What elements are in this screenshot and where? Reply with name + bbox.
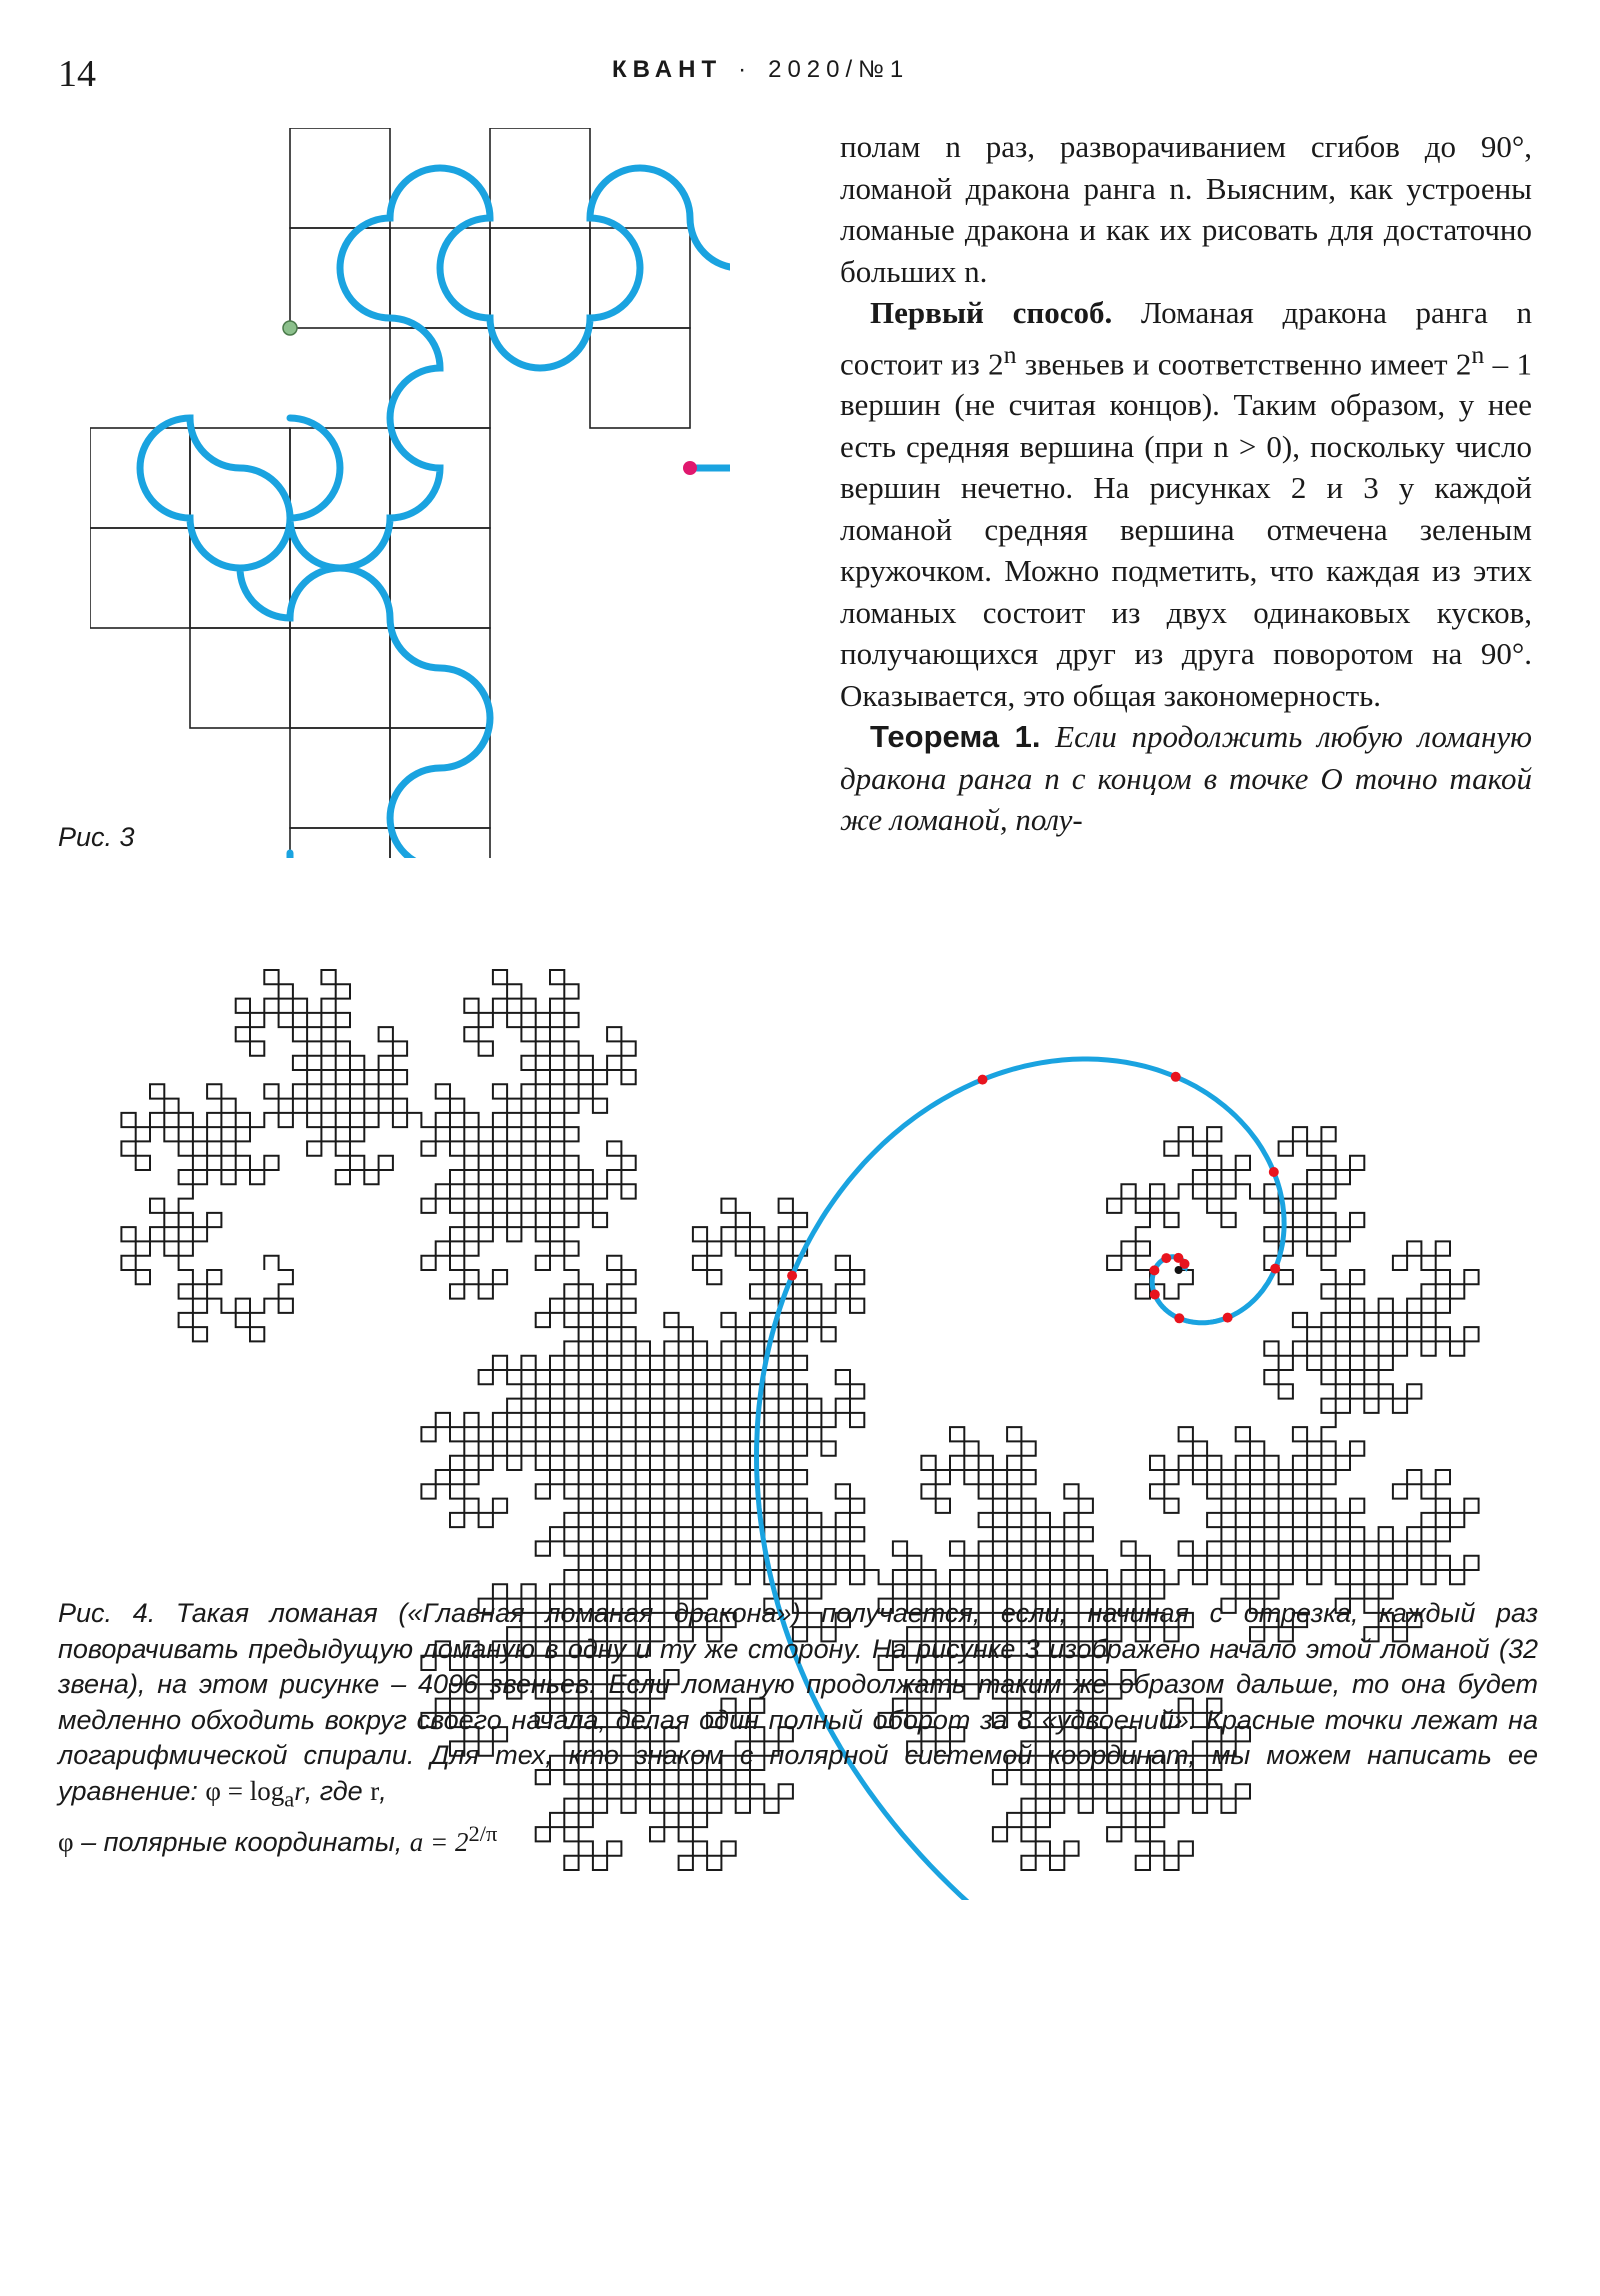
grid-cell — [290, 728, 390, 828]
caption-r: r — [370, 1775, 380, 1806]
figure-3-curve — [140, 168, 730, 858]
spiral-origin-point — [1175, 1266, 1183, 1274]
spiral-red-point — [1270, 1264, 1280, 1274]
grid-cell — [290, 828, 390, 858]
paragraph-2 — [840, 292, 1532, 716]
caption-d: – полярные координаты, — [73, 1827, 410, 1858]
grid-cell — [190, 628, 290, 728]
grid-cell — [490, 128, 590, 228]
eq-r: r — [294, 1775, 305, 1806]
grid-cell — [290, 628, 390, 728]
spiral-red-point — [1150, 1290, 1160, 1300]
caption-b: , где — [304, 1775, 371, 1806]
spiral-red-point — [1174, 1313, 1184, 1323]
p2-sup1: n — [1003, 339, 1017, 369]
eq-a-sup: 2/π — [468, 1821, 498, 1847]
p2-b: звеньев и соответственно имеет 2 — [1016, 345, 1472, 381]
p2-c: – 1 вершин (не считая концов). Таким образом, у нее есть средняя вершина (при n > 0), поскольку число вершин нечетно. На рисунках 2 и 3 у каждой ломаной средняя вершина отмечена зеленым кружочком. Можно подметить, что каждая из этих ломаных состоит из двух одинаковых кусков, получающихся друг из друга поворотом на 90°. Оказывается, это общая закономерность. — [840, 345, 1533, 713]
spiral-red-point — [1223, 1313, 1233, 1323]
p2-a: Ломаная дракона ранга n состоит из 2 — [840, 295, 1532, 381]
spiral-red-point — [1149, 1265, 1159, 1275]
eq-sub: a — [284, 1785, 295, 1811]
spiral-red-point — [978, 1075, 988, 1085]
spiral-red-point — [1161, 1253, 1171, 1263]
spiral-red-point — [1171, 1072, 1181, 1082]
grid-cell — [90, 528, 190, 628]
issue-number: 2020/№1 — [768, 56, 910, 83]
figure-4-caption — [58, 1596, 1538, 1861]
p2-sup2: n — [1471, 339, 1485, 369]
spiral-red-point — [1173, 1253, 1183, 1263]
journal-name: КВАНТ — [612, 56, 723, 83]
spiral-red-point — [1269, 1167, 1279, 1177]
theorem-1-body: Если продолжить любую ломаную дракона ранга n с концом в точке O точно такой же ломаной, полу- — [840, 719, 1532, 838]
caption-c: , — [379, 1775, 387, 1806]
eq-a: a = 2 — [409, 1827, 469, 1858]
figure-3-middle-vertex — [283, 321, 297, 335]
paragraph-1: полам n раз, разворачиванием сгибов до 90°, ломаной дракона ранга n. Выясним, как устроены ломаные дракона и как их рисовать для достаточно больших n. — [840, 129, 1532, 289]
caption-a-eq — [409, 1821, 498, 1858]
page-number: 14 — [58, 53, 96, 95]
grid-cell — [290, 128, 390, 228]
theorem-1-title: Теорема 1. — [870, 719, 1041, 755]
header-separator: · — [738, 56, 753, 83]
grid-cell — [590, 328, 690, 428]
figure-3-label: Рис. 3 — [58, 822, 135, 852]
caption-phi: φ — [58, 1827, 74, 1858]
eq-log: φ = log — [205, 1775, 285, 1806]
paragraph-3 — [840, 716, 1532, 841]
caption-text: Рис. 4. Такая ломаная («Главная ломаная дракона») получается, если, начиная с отрезка, каждый раз поворачивать предыдущую ломаную в одну и ту же сторону. На рисунке 3 изображено начало этой ломаной (32 звена), на этом рисунке – 4096 звеньев. Если ломаную продолжать таким же образом дальше, то она будет медленно обходить вокруг своего начала, делая один полный оборот за 8 «удвоений». Красные точки лежат на логарифмической спирали. Для тех, кто знаком с полярной системой координат, мы можем написать ее уравнение: — [58, 1598, 1538, 1806]
grid-cell — [390, 528, 490, 628]
spiral-red-point — [787, 1271, 797, 1281]
running-head — [612, 56, 909, 84]
article-text — [840, 126, 1532, 841]
first-method-title: Первый способ. — [870, 295, 1113, 330]
figure-3-dragon-curve — [90, 128, 730, 858]
caption-equation — [205, 1775, 305, 1811]
figure-3-end-point — [683, 461, 697, 475]
figure-3-grid — [90, 128, 690, 858]
grid-cell — [490, 228, 590, 328]
